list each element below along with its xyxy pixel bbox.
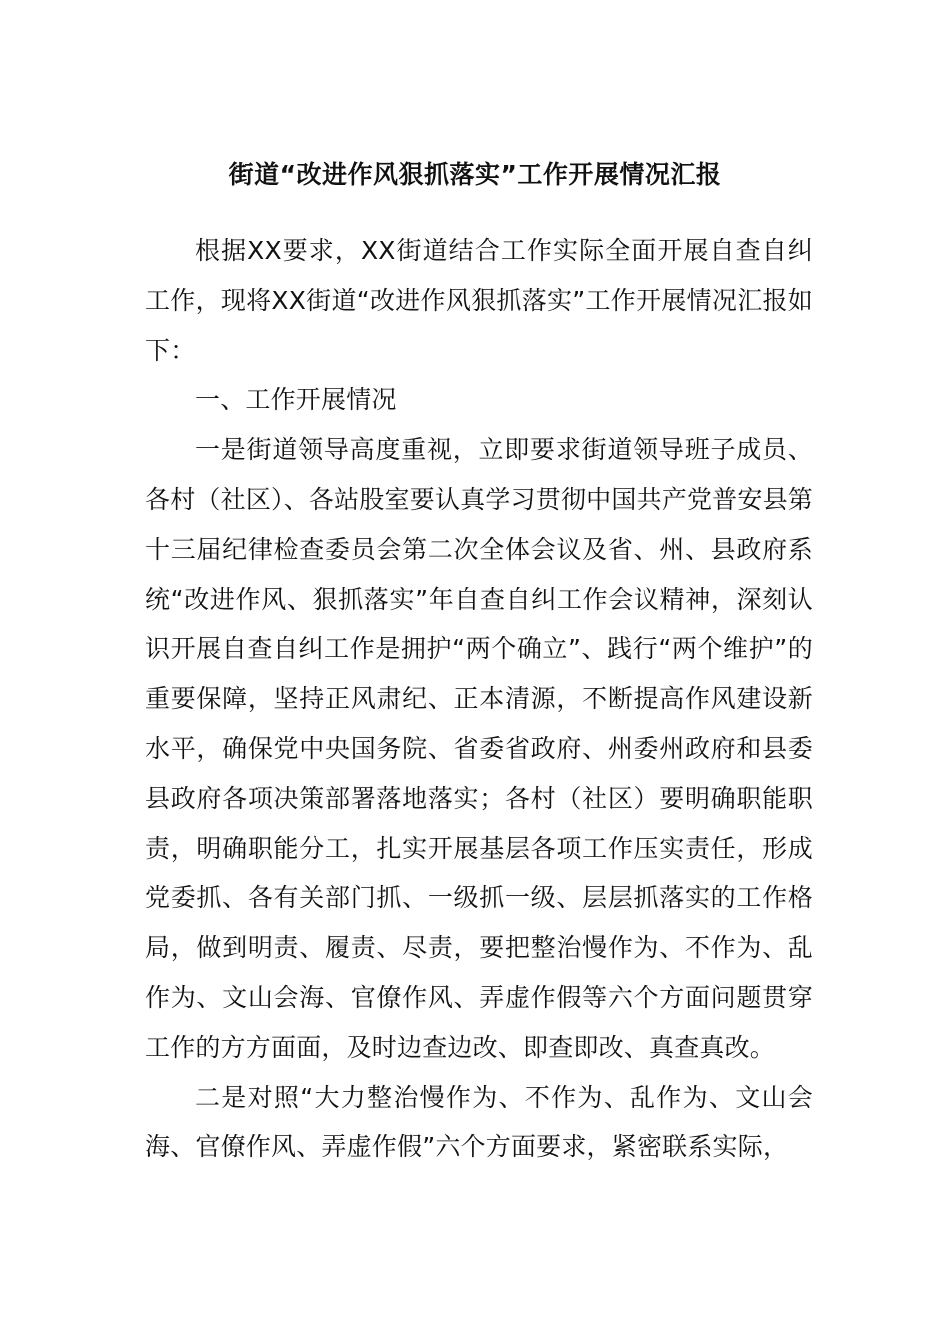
body-paragraph-1: 一是街道领导高度重视，立即要求街道领导班子成员、各村（社区）、各站股室要认真学习贯彻中国共产党普安县第十三届纪律检查委员会第二次全体会议及省、州、县政府系统“改进作风、狠抓落实”年自查自纠工作会议精神，深刻认识开展自查自纠工作是拥护“两个确立”、践行“两个维护”的重要保障，坚持正风肃纪、正本清源，不断提高作风建设新水平，确保党中央国务院、省委省政府、州委州政府和县委县政府各项决策部署落地落实；各村（社区）要明确职能职责，明确职能分工，扎实开展基层各项工作压实责任，形成党委抓、各有关部门抓、一级抓一级、层层抓落实的工作格局，做到明责、履责、尽责，要把整治慢作为、不作为、乱作为、文山会海、官僚作风、弄虚作假等六个方面问题贯穿工作的方方面面，及时边查边改、即查即改、真查真改。	[145, 435, 813, 1062]
section-heading: 一、工作开展情况	[195, 385, 397, 415]
body-paragraph-2: 二是对照“大力整治慢作为、不作为、乱作为、文山会海、官僚作风、弄虚作假”六个方面要求，紧密联系实际，	[145, 1082, 813, 1162]
intro-paragraph: 根据XX要求，XX街道结合工作实际全面开展自查自纠工作，现将XX街道“改进作风狠抓落实”工作开展情况汇报如下：	[145, 236, 813, 365]
document-body	[145, 226, 813, 1172]
document-title: 街道“改进作风狠抓落实”工作开展情况汇报	[228, 160, 722, 189]
